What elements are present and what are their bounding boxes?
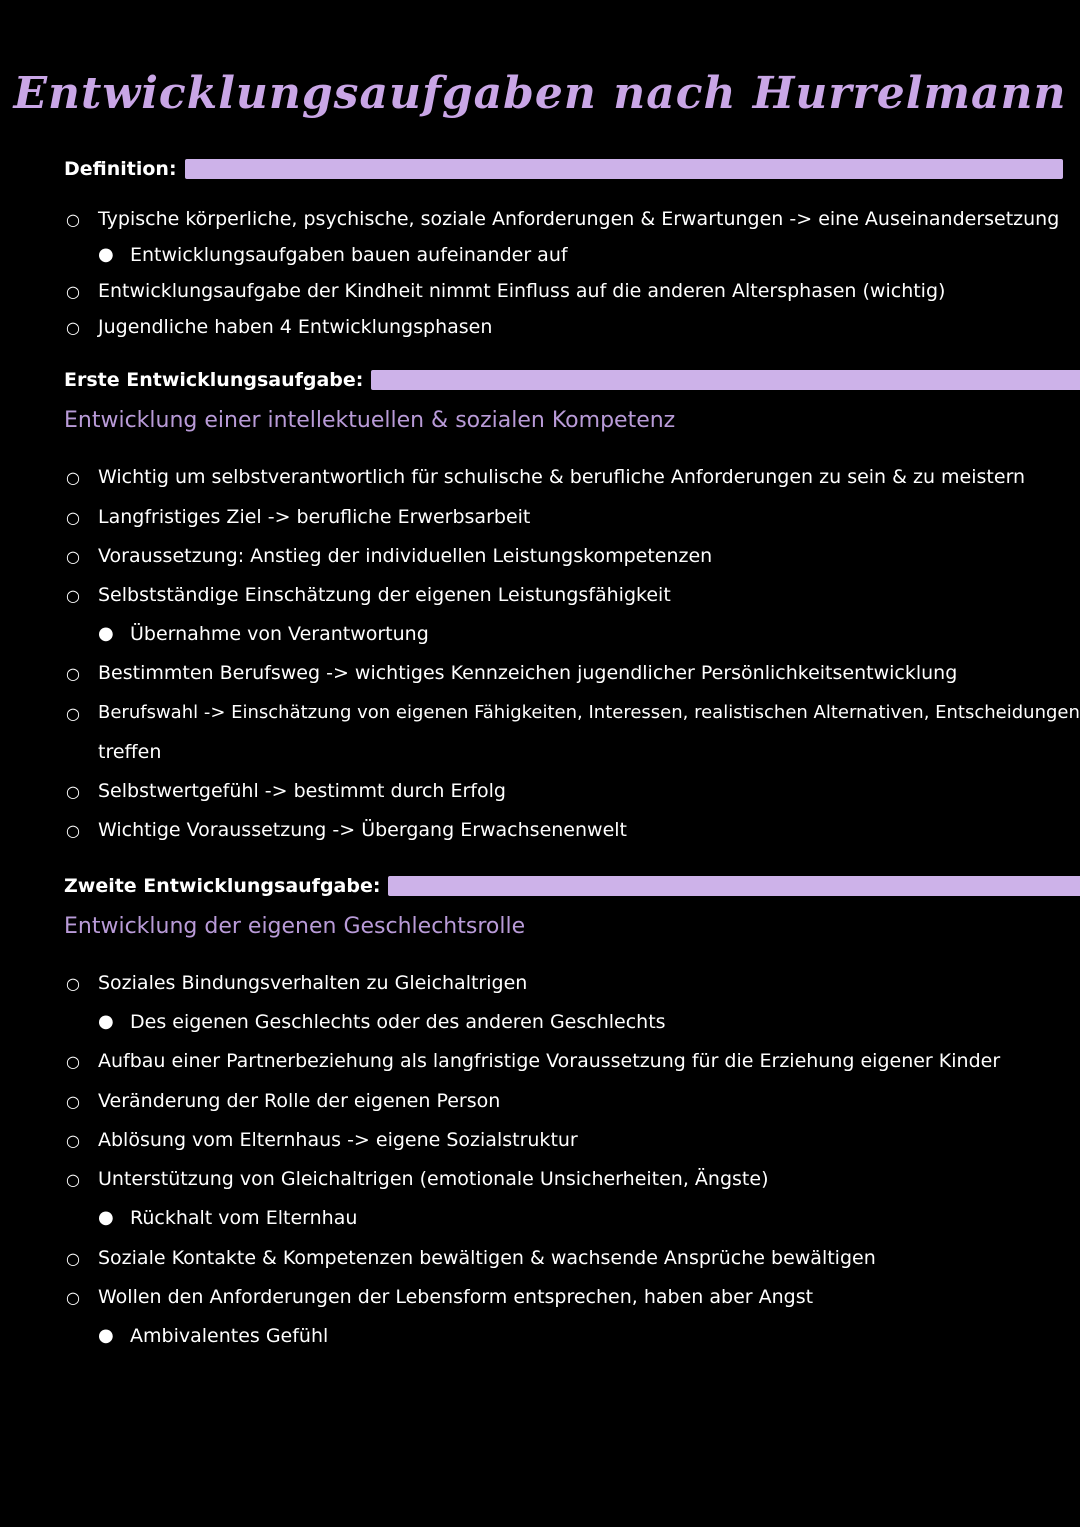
- circle-bullet-icon: ○: [66, 1249, 80, 1268]
- list-item: Des eigenen Geschlechts oder des anderen Geschlechts: [130, 1011, 666, 1033]
- circle-bullet-icon: ○: [66, 508, 80, 527]
- dot-bullet-icon: ●: [98, 244, 114, 265]
- section2-heading: [64, 873, 1080, 899]
- list-item: Jugendliche haben 4 Entwicklungsphasen: [98, 316, 493, 338]
- circle-bullet-icon: ○: [66, 821, 80, 840]
- section2-highlight-bar: [388, 876, 1080, 896]
- list-item: Berufswahl -> Einschätzung von eigenen Fähigkeiten, Interessen, realistischen Alternativen, Entscheidungen: [98, 702, 1080, 723]
- dot-bullet-icon: ●: [98, 623, 114, 644]
- list-item: Unterstützung von Gleichaltrigen (emotionale Unsicherheiten, Ängste): [98, 1168, 769, 1190]
- list-item: Wichtig um selbstverantwortlich für schulische & berufliche Anforderungen zu sein & zu meistern: [98, 466, 1026, 488]
- list-item: Entwicklungsaufgabe der Kindheit nimmt Einfluss auf die anderen Altersphasen (wichtig): [98, 280, 946, 302]
- list-item: Rückhalt vom Elternhau: [130, 1207, 358, 1229]
- section2-subtitle: Entwicklung der eigenen Geschlechtsrolle: [64, 914, 526, 939]
- list-item: Soziale Kontakte & Kompetenzen bewältigen & wachsende Ansprüche bewältigen: [98, 1247, 876, 1269]
- section1-subtitle: Entwicklung einer intellektuellen & sozialen Kompetenz: [64, 408, 676, 433]
- definition-heading: [64, 156, 1063, 182]
- list-item: Aufbau einer Partnerbeziehung als langfristige Voraussetzung für die Erziehung eigener Kinder: [98, 1050, 1001, 1072]
- circle-bullet-icon: ○: [66, 1288, 80, 1307]
- list-item: Entwicklungsaufgaben bauen aufeinander auf: [130, 244, 568, 266]
- list-item-continuation: treffen: [98, 741, 162, 763]
- dot-bullet-icon: ●: [98, 1325, 114, 1346]
- dot-bullet-icon: ●: [98, 1207, 114, 1228]
- list-item: Voraussetzung: Anstieg der individuellen Leistungskompetenzen: [98, 545, 713, 567]
- circle-bullet-icon: ○: [66, 210, 80, 229]
- list-item: Wollen den Anforderungen der Lebensform entsprechen, haben aber Angst: [98, 1286, 814, 1308]
- list-item: Ablösung vom Elternhaus -> eigene Sozialstruktur: [98, 1129, 578, 1151]
- list-item: Ambivalentes Gefühl: [130, 1325, 329, 1347]
- list-item: Selbstwertgefühl -> bestimmt durch Erfolg: [98, 780, 506, 802]
- circle-bullet-icon: ○: [66, 1092, 80, 1111]
- list-item: Bestimmten Berufsweg -> wichtiges Kennzeichen jugendlicher Persönlichkeitsentwicklung: [98, 662, 958, 684]
- circle-bullet-icon: ○: [66, 547, 80, 566]
- circle-bullet-icon: ○: [66, 1131, 80, 1150]
- list-item: Soziales Bindungsverhalten zu Gleichaltrigen: [98, 972, 528, 994]
- list-item: Übernahme von Verantwortung: [130, 623, 429, 645]
- circle-bullet-icon: ○: [66, 974, 80, 993]
- list-item: Wichtige Voraussetzung -> Übergang Erwachsenenwelt: [98, 819, 627, 841]
- list-item: Langfristiges Ziel -> berufliche Erwerbsarbeit: [98, 506, 531, 528]
- circle-bullet-icon: ○: [66, 1052, 80, 1071]
- section2-label: Zweite Entwicklungsaufgabe:: [64, 875, 381, 897]
- circle-bullet-icon: ○: [66, 318, 80, 337]
- circle-bullet-icon: ○: [66, 586, 80, 605]
- section1-highlight-bar: [371, 370, 1080, 390]
- circle-bullet-icon: ○: [66, 468, 80, 487]
- list-item: Veränderung der Rolle der eigenen Person: [98, 1090, 501, 1112]
- circle-bullet-icon: ○: [66, 704, 80, 723]
- definition-label: Definition:: [64, 158, 177, 180]
- page-title: Entwicklungsaufgaben nach Hurrelmann: [13, 68, 1067, 119]
- dot-bullet-icon: ●: [98, 1011, 114, 1032]
- circle-bullet-icon: ○: [66, 782, 80, 801]
- definition-highlight-bar: [185, 159, 1063, 179]
- list-item: Selbstständige Einschätzung der eigenen Leistungsfähigkeit: [98, 584, 671, 606]
- circle-bullet-icon: ○: [66, 282, 80, 301]
- section1-heading: [64, 367, 1080, 393]
- circle-bullet-icon: ○: [66, 664, 80, 683]
- circle-bullet-icon: ○: [66, 1170, 80, 1189]
- list-item: Typische körperliche, psychische, soziale Anforderungen & Erwartungen -> eine Auseinandersetzung: [98, 208, 1060, 230]
- section1-label: Erste Entwicklungsaufgabe:: [64, 369, 364, 391]
